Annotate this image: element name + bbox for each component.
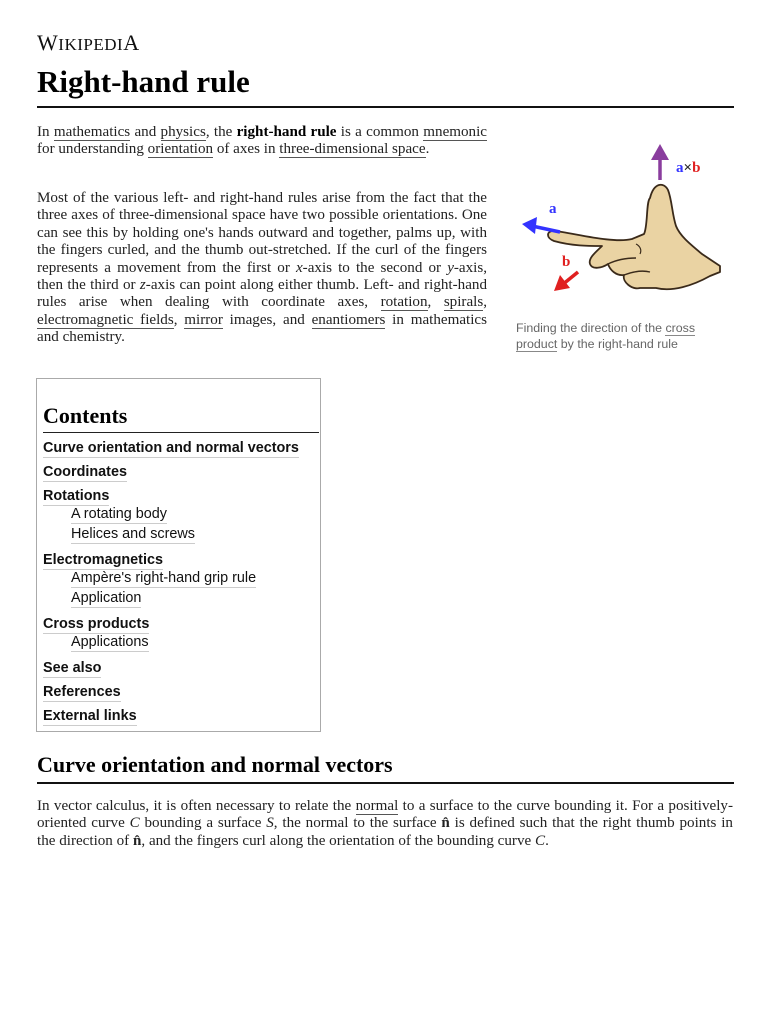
label-b: b	[562, 254, 571, 270]
link-three-dimensional-space[interactable]: three-dimensional space	[279, 141, 426, 158]
lead-paragraph-2: Most of the various left- and right-hand rules arise from the fact that the three axes of three-dimensional space have two possible orientations. One can see this by holding one's hands outward and together, palms up, with the fingers curled, and the thumb out-stretched. If the curl of the fingers represents a movement from the first or x-axis to the second or y-axis, then the third or z-axis can point along either thumb. Left- and right-hand rules arise when dealing with coordinate axes, rotation, spirals, electromagnetic fields, mirror images, and enantiomers in mathematics and chemistry.	[37, 190, 488, 346]
toc-item-electromagnetics[interactable]: Electromagnetics	[43, 552, 163, 568]
toc-item-see-also[interactable]: See also	[43, 660, 102, 676]
svg-text:a×b	[676, 160, 700, 176]
toc-item-external-links[interactable]: External links	[43, 708, 137, 724]
title-divider	[37, 106, 734, 108]
label-axb-a: a	[676, 160, 684, 176]
link-enantiomers[interactable]: enantiomers	[311, 311, 386, 328]
toc-item-curve-orientation[interactable]: Curve orientation and normal vectors	[43, 440, 299, 456]
figure-caption: Finding the direction of the cross product by the right-hand rule	[516, 321, 696, 351]
link-cross-product[interactable]: cross product	[516, 321, 696, 351]
page-title: Right-hand rule	[37, 64, 250, 99]
link-mirror[interactable]: mirror	[184, 311, 223, 328]
label-a: a	[549, 201, 557, 217]
a-arrow	[532, 226, 560, 232]
toc-sub-application[interactable]: Application	[71, 590, 142, 606]
toc-item-coordinates[interactable]: Coordinates	[43, 464, 127, 480]
label-axb-b: b	[692, 160, 701, 176]
toc-sub-applications[interactable]: Applications	[71, 634, 149, 650]
right-hand-rule-figure[interactable]	[516, 140, 736, 310]
toc-sub-rotating-body[interactable]: A rotating body	[71, 506, 168, 522]
bold-term: right-hand rule	[236, 124, 337, 140]
label-axb-cross: ×	[683, 160, 693, 176]
toc-title: Contents	[43, 403, 128, 428]
link-orientation[interactable]: orientation	[147, 141, 214, 158]
link-physics[interactable]: physics	[160, 124, 206, 140]
toc-item-cross-products[interactable]: Cross products	[43, 616, 150, 632]
table-of-contents	[36, 378, 321, 732]
wikipedia-wordmark[interactable]: WIKIPEDIA	[37, 30, 140, 55]
link-mathematics[interactable]: mathematics	[53, 124, 131, 140]
link-electromagnetic-fields[interactable]: electromagnetic fields	[37, 311, 174, 328]
toc-sub-helices-screws[interactable]: Helices and screws	[71, 526, 195, 542]
toc-divider	[43, 432, 319, 433]
right-hand-illustration	[516, 140, 736, 310]
section-heading-curve-orientation: Curve orientation and normal vectors	[37, 752, 393, 777]
lead-paragraph-1: In mathematics and physics, the right-hand rule is a common mnemonic for understanding orientation of axes in three-dimensional space.	[37, 124, 487, 158]
link-mnemonic[interactable]: mnemonic	[423, 124, 487, 140]
link-rotation[interactable]: rotation	[380, 294, 428, 311]
toc-sub-ampere-grip-rule[interactable]: Ampère's right-hand grip rule	[71, 570, 257, 586]
section-paragraph: In vector calculus, it is often necessary to relate the normal to a surface to the curve bounding it. For a positively-oriented curve C bounding a surface S, the normal to the surface n̂ is defined such that the right thumb points in the direction of n̂, and the fingers curl along the orientation of the bounding curve C.	[37, 798, 733, 849]
link-normal[interactable]: normal	[355, 798, 399, 814]
section-divider	[37, 782, 734, 784]
toc-item-rotations[interactable]: Rotations	[43, 488, 110, 504]
link-spirals[interactable]: spirals	[443, 294, 484, 311]
toc-item-references[interactable]: References	[43, 684, 121, 700]
